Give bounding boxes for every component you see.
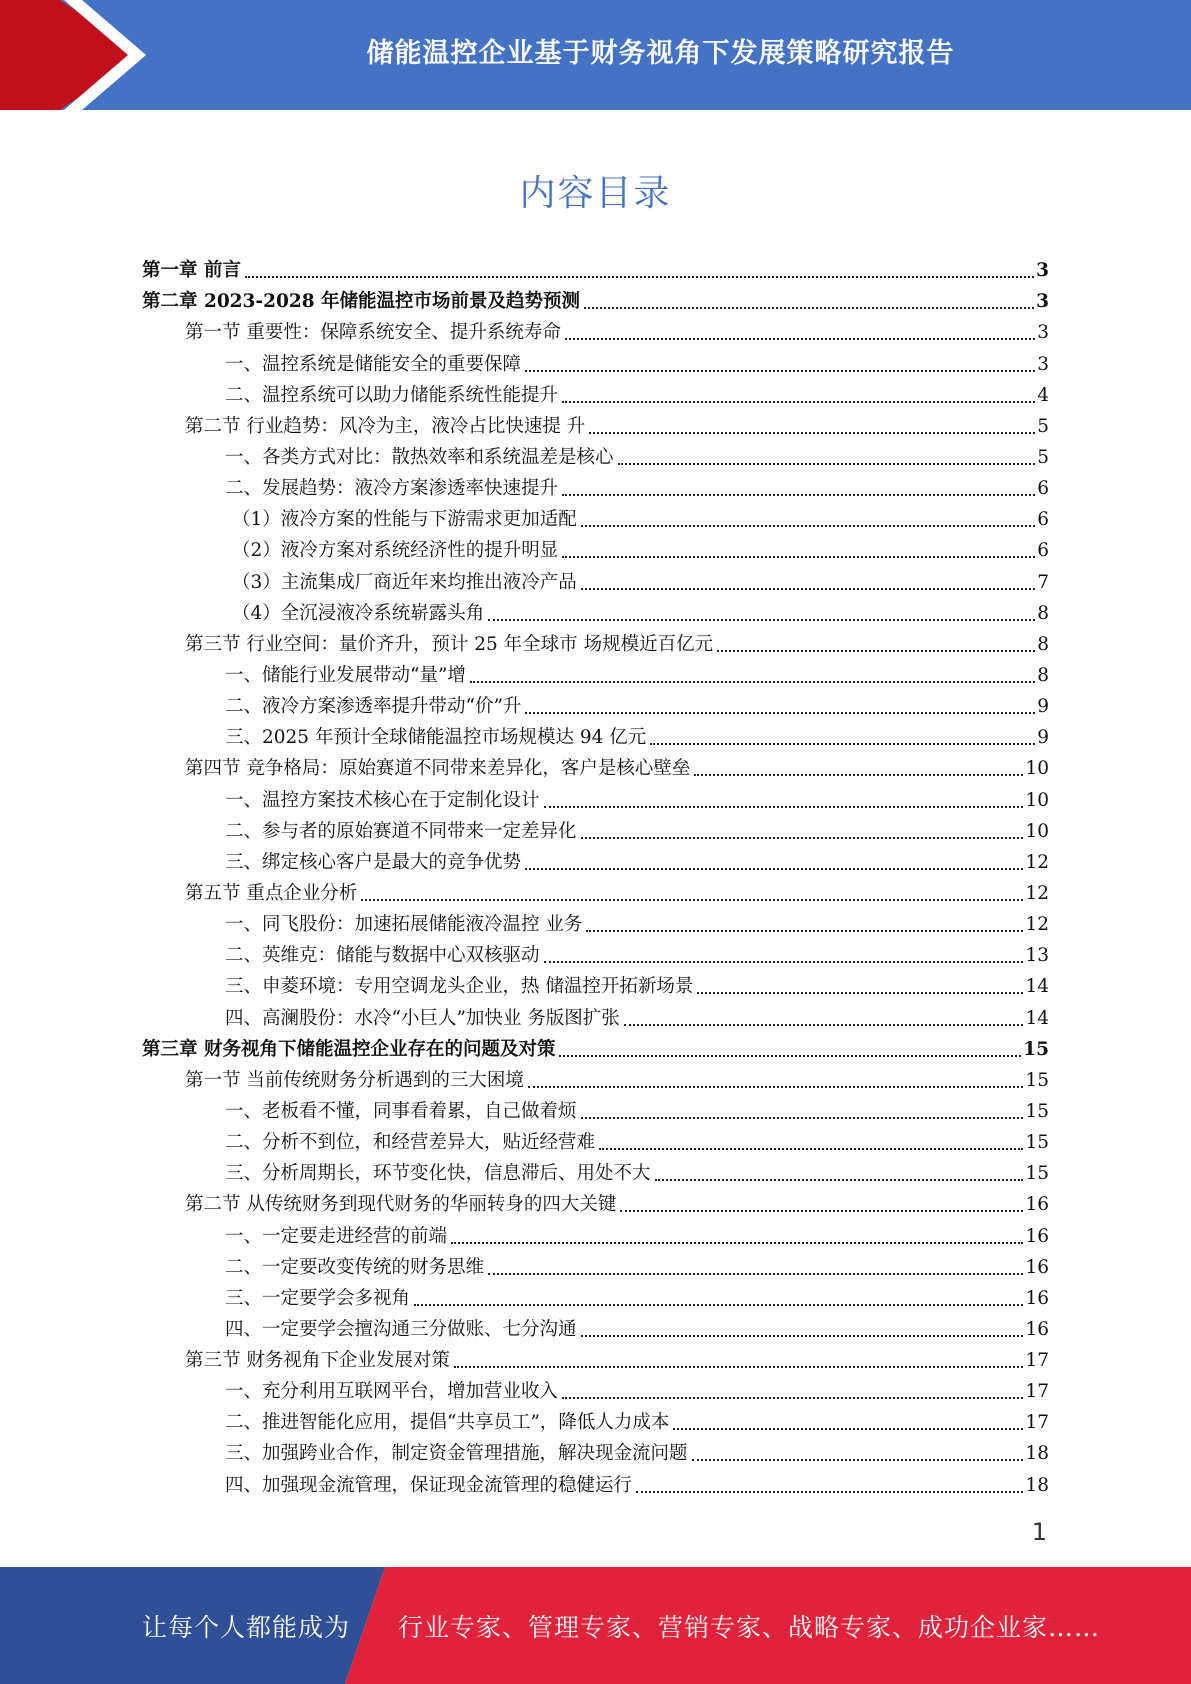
toc-entry-title: 一、温控方案技术核心在于定制化设计	[225, 789, 540, 811]
toc-dot-leader	[544, 806, 1024, 808]
toc-entry-page: 18	[1025, 1443, 1049, 1465]
toc-entry-title: 一、储能行业发展带动“量”增	[225, 664, 466, 686]
toc-dot-leader	[528, 1086, 1024, 1088]
toc-heading: 内容目录	[519, 173, 672, 214]
toc-entry-title: （2）液冷方案对系统经济性的提升明显	[232, 540, 559, 562]
toc-entry-title: 三、申菱环境：专用空调龙头企业，热 储温控开拓新场景	[225, 976, 694, 998]
toc-entry[interactable]	[142, 1313, 1049, 1344]
toc-dot-leader	[544, 961, 1024, 963]
toc-entry[interactable]	[142, 628, 1049, 659]
toc-dot-leader	[599, 1148, 1023, 1150]
toc-dot-leader	[694, 774, 1023, 776]
toc-entry-title: 二、液冷方案渗透率提升带动“价”升	[225, 696, 522, 718]
toc-dot-leader	[586, 930, 1023, 932]
toc-entry-page: 16	[1025, 1256, 1049, 1278]
toc-entry-page: 12	[1025, 882, 1049, 904]
toc-entry[interactable]	[142, 1251, 1049, 1282]
toc-entry[interactable]	[142, 597, 1049, 628]
toc-entry-page: 5	[1037, 415, 1049, 437]
toc-entry-page: 17	[1025, 1381, 1049, 1403]
toc-entry-page: 18	[1025, 1474, 1049, 1496]
toc-entry[interactable]	[142, 659, 1049, 690]
toc-entry-page: 15	[1025, 1163, 1049, 1185]
toc-entry-page: 10	[1025, 758, 1049, 780]
toc-dot-leader	[581, 837, 1024, 839]
toc-entry[interactable]	[142, 565, 1049, 596]
toc-entry-page: 6	[1037, 540, 1049, 562]
toc-entry-page: 3	[1037, 322, 1049, 344]
toc-dot-leader	[454, 1366, 1024, 1368]
toc-entry[interactable]	[142, 1001, 1049, 1032]
toc-entry[interactable]	[142, 1064, 1049, 1095]
toc-dot-leader	[414, 1304, 1023, 1306]
toc-dot-leader	[692, 1459, 1024, 1461]
toc-dot-leader	[562, 556, 1035, 558]
toc-dot-leader	[717, 650, 1035, 652]
toc-entry-title: 第三节 财务视角下企业发展对策	[185, 1350, 450, 1372]
toc-entry-title: 四、加强现金流管理，保证现金流管理的稳健运行	[225, 1474, 633, 1496]
toc-dot-leader	[655, 1179, 1024, 1181]
toc-entry[interactable]	[142, 503, 1049, 534]
toc-entry[interactable]	[142, 752, 1049, 783]
toc-entry-page: 13	[1025, 945, 1049, 967]
toc-entry-title: 一、老板看不懂，同事看着累，自己做着烦	[225, 1100, 577, 1122]
toc-entry[interactable]	[142, 1282, 1049, 1313]
toc-entry-page: 17	[1025, 1350, 1049, 1372]
toc-entry-page: 14	[1025, 976, 1049, 998]
toc-dot-leader	[562, 401, 1035, 403]
toc-entry[interactable]	[142, 1344, 1049, 1375]
toc-entry-page: 6	[1037, 478, 1049, 500]
toc-entry-title: 四、一定要学会擅沟通三分做账、七分沟通	[225, 1318, 577, 1340]
toc-entry-page: 7	[1037, 571, 1049, 593]
toc-entry-page: 10	[1025, 820, 1049, 842]
toc-entry[interactable]	[142, 1468, 1049, 1499]
toc-entry[interactable]	[142, 1375, 1049, 1406]
toc-dot-leader	[589, 432, 1035, 434]
toc-dot-leader	[525, 712, 1035, 714]
toc-entry-title: 第三节 行业空间：量价齐升，预计 25 年全球市 场规模近百亿元	[185, 633, 714, 655]
page-number: 1	[1031, 1518, 1047, 1546]
toc-entry-page: 6	[1037, 509, 1049, 531]
toc-entry-title: 第二节 行业趋势：风冷为主，液冷占比快速提 升	[185, 415, 586, 437]
toc-entry-page: 15	[1025, 1069, 1049, 1091]
toc-entry-title: 二、温控系统可以助力储能系统性能提升	[225, 384, 559, 406]
toc-entry-page: 8	[1037, 602, 1049, 624]
footer-slogan-left: 让每个人都能成为	[142, 1612, 351, 1642]
toc-entry-page: 14	[1025, 1007, 1049, 1029]
toc-entry-title: 一、充分利用互联网平台，增加营业收入	[225, 1381, 559, 1403]
toc-entry-page: 16	[1025, 1194, 1049, 1216]
toc-entry[interactable]	[142, 441, 1049, 472]
toc-entry-page: 4	[1037, 384, 1049, 406]
toc-dot-leader	[581, 525, 1035, 527]
toc-dot-leader	[361, 899, 1023, 901]
toc-entry-title: 四、高澜股份：水冷“小巨人”加快业 务版图扩张	[225, 1007, 620, 1029]
toc-entry[interactable]	[142, 1095, 1049, 1126]
toc-dot-leader	[525, 370, 1035, 372]
toc-entry-title: 二、英维克：储能与数据中心双核驱动	[225, 945, 540, 967]
toc-entry-page: 9	[1037, 727, 1049, 749]
toc-entry[interactable]	[142, 410, 1049, 441]
toc-entry[interactable]	[142, 534, 1049, 565]
toc-entry[interactable]	[142, 1188, 1049, 1219]
toc-entry[interactable]	[142, 379, 1049, 410]
toc-dot-leader	[562, 494, 1035, 496]
toc-entry-page: 8	[1037, 664, 1049, 686]
toc-entry[interactable]	[142, 783, 1049, 814]
footer-banner	[0, 1567, 1191, 1684]
report-title: 储能温控企业基于财务视角下发展策略研究报告	[366, 37, 955, 69]
toc-entry-title: 一、各类方式对比：散热效率和系统温差是核心	[225, 446, 614, 468]
toc-entry-page: 12	[1025, 914, 1049, 936]
toc-entry-title: （3）主流集成厂商近年来均推出液冷产品	[232, 571, 577, 593]
toc-entry-title: 三、绑定核心客户是最大的竞争优势	[225, 851, 522, 873]
toc-entry-page: 15	[1025, 1132, 1049, 1154]
toc-entry[interactable]	[142, 316, 1049, 347]
toc-entry[interactable]	[142, 815, 1049, 846]
toc-entry[interactable]	[142, 939, 1049, 970]
toc-dot-leader	[697, 992, 1023, 994]
toc-entry[interactable]	[142, 908, 1049, 939]
toc-entry-title: 二、分析不到位，和经营差异大，贴近经营难	[225, 1132, 596, 1154]
toc-dot-leader	[488, 619, 1035, 621]
toc-dot-leader	[581, 588, 1035, 590]
toc-dot-leader	[581, 1117, 1024, 1119]
header-banner	[0, 0, 1191, 110]
toc-entry[interactable]	[142, 1157, 1049, 1188]
toc-entry-title: 第五节 重点企业分析	[185, 882, 358, 904]
toc-entry-page: 5	[1037, 446, 1049, 468]
toc-entry-page: 16	[1025, 1287, 1049, 1309]
toc-dot-leader	[673, 1428, 1023, 1430]
toc-dot-leader	[451, 1242, 1023, 1244]
toc-entry-title: 二、参与者的原始赛道不同带来一定差异化	[225, 820, 577, 842]
toc-entry-title: 一、一定要走进经营的前端	[225, 1225, 448, 1247]
toc-entry[interactable]	[142, 285, 1049, 316]
toc-entry-title: 第一节 重要性：保障系统安全、提升系统寿命	[185, 322, 561, 344]
toc-entry-title: 三、2025 年预计全球储能温控市场规模达 94 亿元	[225, 727, 647, 749]
toc-entry-page: 16	[1025, 1318, 1049, 1340]
toc-entry[interactable]	[142, 970, 1049, 1001]
toc-dot-leader	[565, 338, 1035, 340]
toc-entry-page: 9	[1037, 696, 1049, 718]
toc-dot-leader	[562, 1397, 1023, 1399]
toc-entry-title: （4）全沉浸液冷系统崭露头角	[232, 602, 485, 624]
toc-entry-page: 16	[1025, 1225, 1049, 1247]
toc-dot-leader	[618, 463, 1036, 465]
toc-entry[interactable]	[142, 1437, 1049, 1468]
toc-dot-leader	[470, 681, 1035, 683]
toc-dot-leader	[525, 868, 1023, 870]
toc-entry[interactable]	[142, 721, 1049, 752]
toc-entry-page: 3	[1036, 291, 1049, 313]
table-of-contents	[142, 254, 1049, 1500]
toc-entry-title: （1）液冷方案的性能与下游需求更加适配	[232, 509, 577, 531]
toc-entry[interactable]	[142, 254, 1049, 285]
toc-entry[interactable]	[142, 690, 1049, 721]
toc-entry[interactable]	[142, 1033, 1049, 1064]
toc-entry-page: 15	[1023, 1038, 1049, 1060]
toc-dot-leader	[584, 307, 1034, 309]
toc-entry-page: 8	[1037, 633, 1049, 655]
toc-dot-leader	[620, 1210, 1023, 1212]
toc-entry-page: 3	[1036, 260, 1049, 282]
toc-dot-leader	[245, 276, 1034, 278]
toc-entry-title: 第二节 从传统财务到现代财务的华丽转身的四大关键	[185, 1194, 617, 1216]
toc-entry-page: 17	[1025, 1412, 1049, 1434]
toc-dot-leader	[581, 1335, 1024, 1337]
toc-entry[interactable]	[142, 846, 1049, 877]
toc-entry-title: 第四节 竞争格局：原始赛道不同带来差异化，客户是核心壁垒	[185, 758, 691, 780]
toc-entry-page: 3	[1037, 353, 1049, 375]
toc-entry-title: 三、加强跨业合作，制定资金管理措施，解决现金流问题	[225, 1443, 688, 1465]
toc-entry-title: 第二章 2023-2028 年储能温控市场前景及趋势预测	[142, 291, 581, 313]
toc-entry[interactable]	[142, 1406, 1049, 1437]
toc-entry-title: 第一章 前言	[142, 260, 241, 282]
footer-slogan-right: 行业专家、管理专家、营销专家、战略专家、成功企业家……	[398, 1612, 1101, 1642]
toc-entry-title: 二、发展趋势：液冷方案渗透率快速提升	[225, 478, 559, 500]
toc-entry-page: 12	[1025, 851, 1049, 873]
toc-entry-page: 10	[1025, 789, 1049, 811]
toc-entry-title: 第一节 当前传统财务分析遇到的三大困境	[185, 1069, 524, 1091]
toc-dot-leader	[624, 1024, 1024, 1026]
toc-dot-leader	[636, 1491, 1023, 1493]
toc-entry-title: 二、推进智能化应用，提倡“共享员工”，降低人力成本	[225, 1412, 670, 1434]
toc-entry-title: 三、一定要学会多视角	[225, 1287, 411, 1309]
toc-entry-title: 一、温控系统是储能安全的重要保障	[225, 353, 522, 375]
toc-entry[interactable]	[142, 877, 1049, 908]
toc-entry-title: 第三章 财务视角下储能温控企业存在的问题及对策	[142, 1038, 556, 1060]
toc-dot-leader	[650, 743, 1035, 745]
toc-entry[interactable]	[142, 347, 1049, 378]
toc-entry[interactable]	[142, 1126, 1049, 1157]
toc-dot-leader	[488, 1273, 1023, 1275]
toc-entry-title: 一、同飞股份：加速拓展储能液冷温控 业务	[225, 914, 583, 936]
toc-entry-page: 15	[1025, 1100, 1049, 1122]
toc-entry[interactable]	[142, 1219, 1049, 1250]
toc-dot-leader	[559, 1055, 1021, 1057]
toc-entry[interactable]	[142, 472, 1049, 503]
toc-entry-title: 三、分析周期长，环节变化快，信息滞后、用处不大	[225, 1163, 651, 1185]
toc-entry-title: 二、一定要改变传统的财务思维	[225, 1256, 485, 1278]
